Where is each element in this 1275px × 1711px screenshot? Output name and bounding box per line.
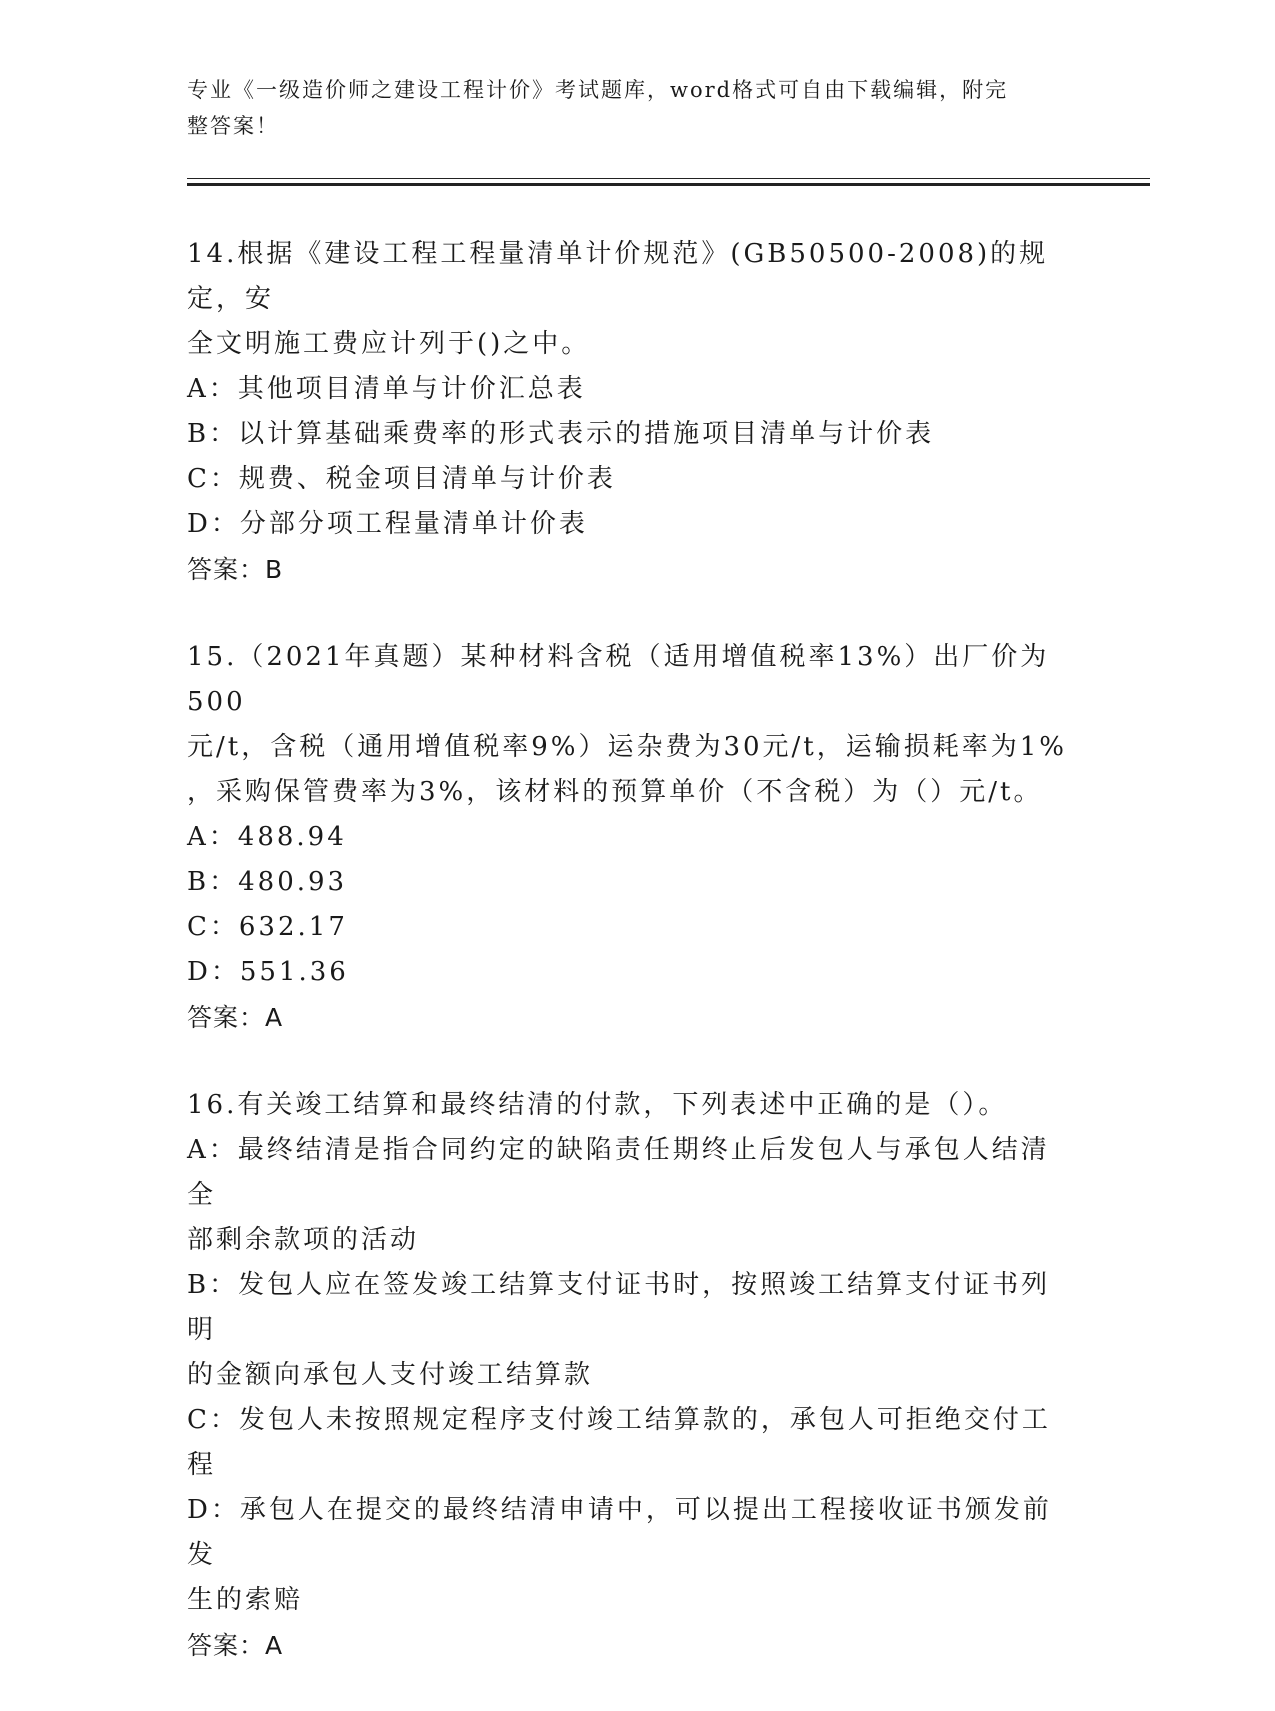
option-b-continued: 的金额向承包人支付竣工结算款 xyxy=(187,1360,594,1390)
question-stem-line: ，采购保管费率为3%，该材料的预算单价（不含税）为（）元/t。 xyxy=(187,777,1043,807)
document-header xyxy=(187,72,1067,144)
question-14 xyxy=(187,232,1067,593)
header-rule-thick xyxy=(187,183,1150,186)
option-a: A：488.94 xyxy=(187,822,347,852)
answer-line: 答案：B xyxy=(187,555,284,584)
option-d: D：分部分项工程量清单计价表 xyxy=(187,509,588,539)
option-d-continued: 生的索赔 xyxy=(187,1585,304,1615)
option-c: C：发包人未按照规定程序支付竣工结算款的，承包人可拒绝交付工程 xyxy=(187,1405,1051,1480)
option-a: A：其他项目清单与计价汇总表 xyxy=(187,374,586,404)
option-b: B：以计算基础乘费率的形式表示的措施项目清单与计价表 xyxy=(187,419,935,449)
header-line: 整答案！ xyxy=(187,114,279,138)
option-b: B：480.93 xyxy=(187,867,348,897)
header-rule-thin xyxy=(187,178,1150,179)
option-c: C：规费、税金项目清单与计价表 xyxy=(187,464,616,494)
option-d: D：551.36 xyxy=(187,957,349,987)
question-stem-line: 元/t，含税（通用增值税率9%）运杂费为30元/t，运输损耗率为1% xyxy=(187,732,1067,762)
option-a: A：最终结清是指合同约定的缺陷责任期终止后发包人与承包人结清全 xyxy=(187,1135,1050,1210)
option-a-continued: 部剩余款项的活动 xyxy=(187,1225,420,1255)
question-stem-line: 16.有关竣工结算和最终结清的付款，下列表述中正确的是（）。 xyxy=(187,1090,1008,1120)
question-15 xyxy=(187,635,1067,1041)
header-line: 专业《一级造价师之建设工程计价》考试题库，word格式可自由下载编辑，附完 xyxy=(187,78,1009,102)
question-stem-line: 15.（2021年真题）某种材料含税（适用增值税率13%）出厂价为500 xyxy=(187,642,1050,717)
option-b: B：发包人应在签发竣工结算支付证书时，按照竣工结算支付证书列明 xyxy=(187,1270,1051,1345)
answer-line: 答案：A xyxy=(187,1003,284,1032)
question-list xyxy=(187,232,1067,1711)
option-c: C：632.17 xyxy=(187,912,348,942)
question-stem-line: 全文明施工费应计列于()之中。 xyxy=(187,329,591,359)
question-16 xyxy=(187,1083,1067,1669)
answer-line: 答案：A xyxy=(187,1631,284,1660)
question-stem-line: 14.根据《建设工程工程量清单计价规范》(GB50500-2008)的规定，安 xyxy=(187,239,1049,314)
option-d: D：承包人在提交的最终结清申请中，可以提出工程接收证书颁发前发 xyxy=(187,1495,1052,1570)
